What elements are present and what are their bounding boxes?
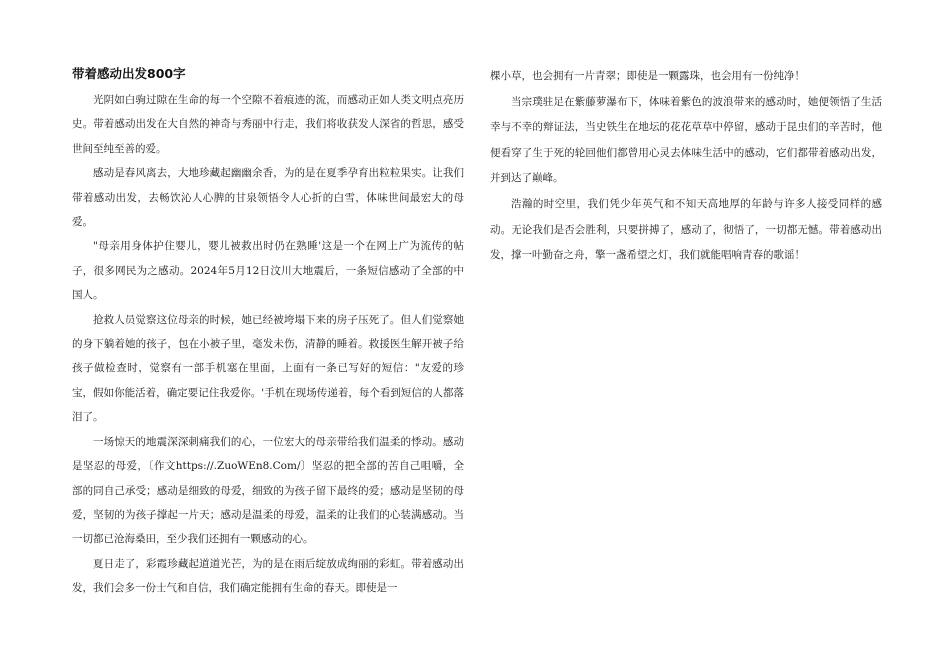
paragraph-continued: 棵小草，也会拥有一片青翠；即使是一颗露珠，也会用有一份纯净！ (490, 70, 805, 82)
paragraph: 浩瀚的时空里，我们凭少年英气和不知天高地厚的年龄与许多人接受同样的感动。无论我们是否会胜利，只要拼搏了，感动了，彻悟了，一切都无憾。带着感动出发，撑一叶勤奋之舟，擎一盏希望之灯，我们就能唱响青春的歌谣！ (490, 197, 882, 262)
paragraph: "母亲用身体护住婴儿，婴儿被救出时仍在熟睡'这是一个在网上广为流传的帖子，很多网民为之感动。2024年5月12日汶川大地震后，一条短信感动了全部的中国人。 (72, 240, 464, 302)
paragraph: 光阴如白驹过隙在生命的每一个空隙不着痕迹的流，而感动正如人类文明点亮历史。带着感动出发在大自然的神奇与秀丽中行走，我们将收获发人深省的哲思，感受世间至纯至善的爱。 (72, 94, 464, 155)
paragraph: 感动是春风离去，大地珍藏起幽幽余香，为的是在夏季孕育出粒粒果实。让我们带着感动出发，去畅饮沁人心脾的甘泉领悟令人心折的白雪，体味世间最宏大的母爱。 (72, 167, 464, 229)
left-column (72, 64, 464, 601)
right-column (490, 64, 882, 269)
essay-title: 带着感动出发800字 (72, 66, 186, 81)
paragraph: 一场惊天的地震深深刺痛我们的心，一位宏大的母亲带给我们温柔的悸动。感动是坚忍的母爱，〔作文https://.ZuoWEn8.Com/〕坚忍的把全部的苦自己咀嚼，全部的同自己承受；感动是细致的母爱，细致的为孩子留下最终的爱；感动是坚韧的母爱，坚韧的为孩子撑起一片天；感动是温柔的母爱，温柔的让我们的心装满感动。当一切都已沧海桑田，至少我们还拥有一颗感动的心。 (72, 435, 464, 546)
paragraph: 抢救人员觉察这位母亲的时候，她已经被垮塌下来的房子压死了。但人们觉察她的身下躺着她的孩子，包在小被子里，毫发未伤，清静的睡着。救援医生解开被子给孩子做检查时，觉察有一部手机塞在里面，上面有一条已写好的短信："友爱的珍宝，假如你能活着，确定要记住我爱你。'手机在现场传递着，每个看到短信的人都落泪了。 (72, 313, 464, 424)
paragraph: 当宗璞驻足在紫藤萝瀑布下，体味着紫色的波浪带来的感动时，她便领悟了生活幸与不幸的辩证法，当史铁生在地坛的花花草草中停留，感动于昆虫们的辛苦时，他便看穿了生于死的轮回他们都曾用心灵去体味生活中的感动，它们都带着感动出发，并到达了巅峰。 (490, 95, 882, 185)
paragraph: 夏日走了，彩霞珍藏起道道光芒，为的是在雨后绽放成绚丽的彩虹。带着感动出发，我们会多一份士气和自信，我们确定能拥有生命的春天。即使是一 (72, 557, 464, 595)
